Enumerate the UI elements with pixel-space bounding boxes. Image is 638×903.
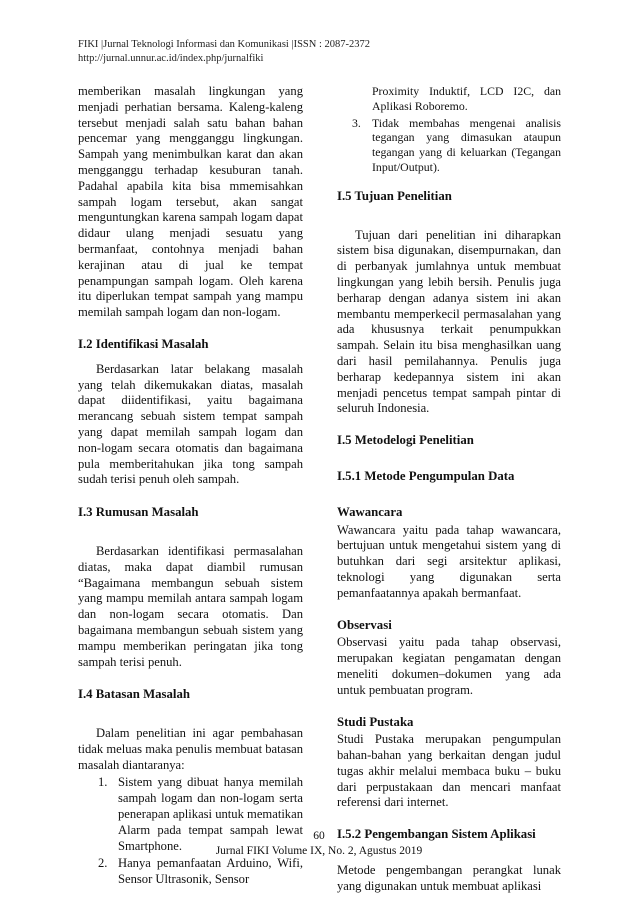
page-number: 60 [313, 830, 325, 842]
method-heading-wawancara: Wawancara [337, 504, 403, 519]
list-item [352, 116, 561, 175]
identifikasi-paragraph: Berdasarkan latar belakang masalah yang telah dikemukakan diatas, masalah dapat diidentifikasi, yaitu bagaimana merancang sebuah sistem tempat sampah yang dapat memilah sampah logam dan non-logam secara otomatis dan bagaimana pula memberitahukan jika tong sampah sudah terisi penuh oleh sampah. [78, 361, 303, 487]
list-item [98, 856, 303, 888]
list-item-text: Tidak membahas mengenai analisis tegangan yang dimasukan ataupun tegangan yang di keluarkan (Tegangan Input/Output). [372, 115, 561, 174]
batasan-paragraph: Dalam penelitian ini agar pembahasan tidak meluas maka penulis membuat batasan masalah diantaranya: [78, 726, 303, 772]
left-column [78, 84, 303, 890]
method-heading-observasi: Observasi [337, 617, 392, 632]
list-item [98, 775, 303, 854]
section-heading-metodelogi: I.5 Metodelogi Penelitian [337, 433, 474, 448]
list-item-number: 2. [98, 856, 108, 871]
list-item-text: Hanya pemanfaatan Arduino, Wifi, Sensor Ultrasonik, Sensor [118, 856, 303, 887]
subsection-heading-pengembangan: I.5.2 Pengembangan Sistem Aplikasi [337, 827, 536, 842]
tujuan-paragraph: Tujuan dari penelitian ini diharapkan sistem bisa digunakan, disempurnakan, dan di perbanyak jumlahnya untuk membuat lingkungan yang lebih bersih. Penulis juga berharap dengan adanya sistem ini akan membantu memperkecil permasalahan yang ada khususnya terkait penumpukkan sampah. Selain itu bisa menghasilkan uang dari hasil pemilahannya. Penulis juga berharap kedepannya sistem ini akan menjadi pencetus tempat sampah pintar di seluruh Indonesia. [337, 227, 561, 416]
observasi-paragraph: Observasi yaitu pada tahap observasi, merupakan kegiatan pengamatan dengan meneliti dokumen–dokumen yang ada untuk pembuatan program. [337, 635, 561, 697]
method-heading-studi-pustaka: Studi Pustaka [337, 714, 414, 729]
list-item-continuation: Proximity Induktif, LCD I2C, dan Aplikasi Roboremo. [372, 84, 561, 113]
list-item-number: 1. [98, 775, 108, 790]
journal-header-url: http://jurnal.unnur.ac.id/index.php/jurnalfiki [78, 53, 264, 64]
section-heading-tujuan: I.5 Tujuan Penelitian [337, 188, 452, 203]
wawancara-paragraph: Wawancara yaitu pada tahap wawancara, bertujuan untuk mengetahui sistem yang di butuhkan dari segi arsitektur aplikasi, teknologi yang digunakan serta pemanfaatannya apakah bermanfaat. [337, 522, 561, 600]
subsection-heading-pengumpulan-data: I.5.1 Metode Pengumpulan Data [337, 468, 515, 483]
rumusan-paragraph: Berdasarkan identifikasi permasalahan diatas, maka dapat diambil rumusan “Bagaimana membangun sebuah sistem yang mampu memilah antara sampah logam dan non-logam secara otomatis. Dan bagaimana membangun sebuah sistem yang mampu memberikan peringatan jika tong sampah terisi penuh. [78, 543, 303, 669]
section-heading-batasan: I.4 Batasan Masalah [78, 687, 190, 702]
batasan-list-continued [352, 116, 561, 175]
intro-paragraph: memberikan masalah lingkungan yang menjadi perhatian bersama. Kaleng-kaleng tersebut menjadi salah satu bahan bahan pencemar yang mengganggu lingkungan. Sampah yang menimbulkan karat dan akan mengganggu terhadap kesuburan tanah. Padahal apabila kita bisa mmemisahkan sampah logam tersebut, akan sangat menguntungkan karena sampah logam dapat didaur ulang menjadi sesuatu yang bermanfaat, contohnya menjadi bahan kerajinan atau di jual ke tempat penampungan sampah logam. Oleh karena itu diperlukan tempat sampah yang mampu memilah sampah logam dan non-logam. [78, 84, 303, 320]
page-header [78, 38, 370, 66]
section-heading-identifikasi: I.2 Identifikasi Masalah [78, 336, 209, 351]
journal-header-title: FIKI |Jurnal Teknologi Informasi dan Komunikasi |ISSN : 2087-2372 [78, 39, 371, 50]
section-heading-rumusan: I.3 Rumusan Masalah [78, 505, 199, 520]
studi-pustaka-paragraph: Studi Pustaka merupakan pengumpulan bahan-bahan yang berkaitan dengan judul tugas akhir melalui membaca buku – buku dari perpustakaan dan mencari manfaat referensi dari internet. [337, 732, 561, 810]
list-item-text: Sistem yang dibuat hanya memilah sampah logam dan non-logam serta penerapan aplikasi untuk mematikan Alarm pada tempat sampah lewat Smartphone. [118, 775, 303, 853]
pengembangan-paragraph: Metode pengembangan perangkat lunak yang digunakan untuk membuat aplikasi [337, 863, 561, 893]
right-column [337, 84, 561, 895]
journal-footer: Jurnal FIKI Volume IX, No. 2, Agustus 2019 [215, 845, 423, 857]
list-item-number: 3. [352, 115, 361, 130]
